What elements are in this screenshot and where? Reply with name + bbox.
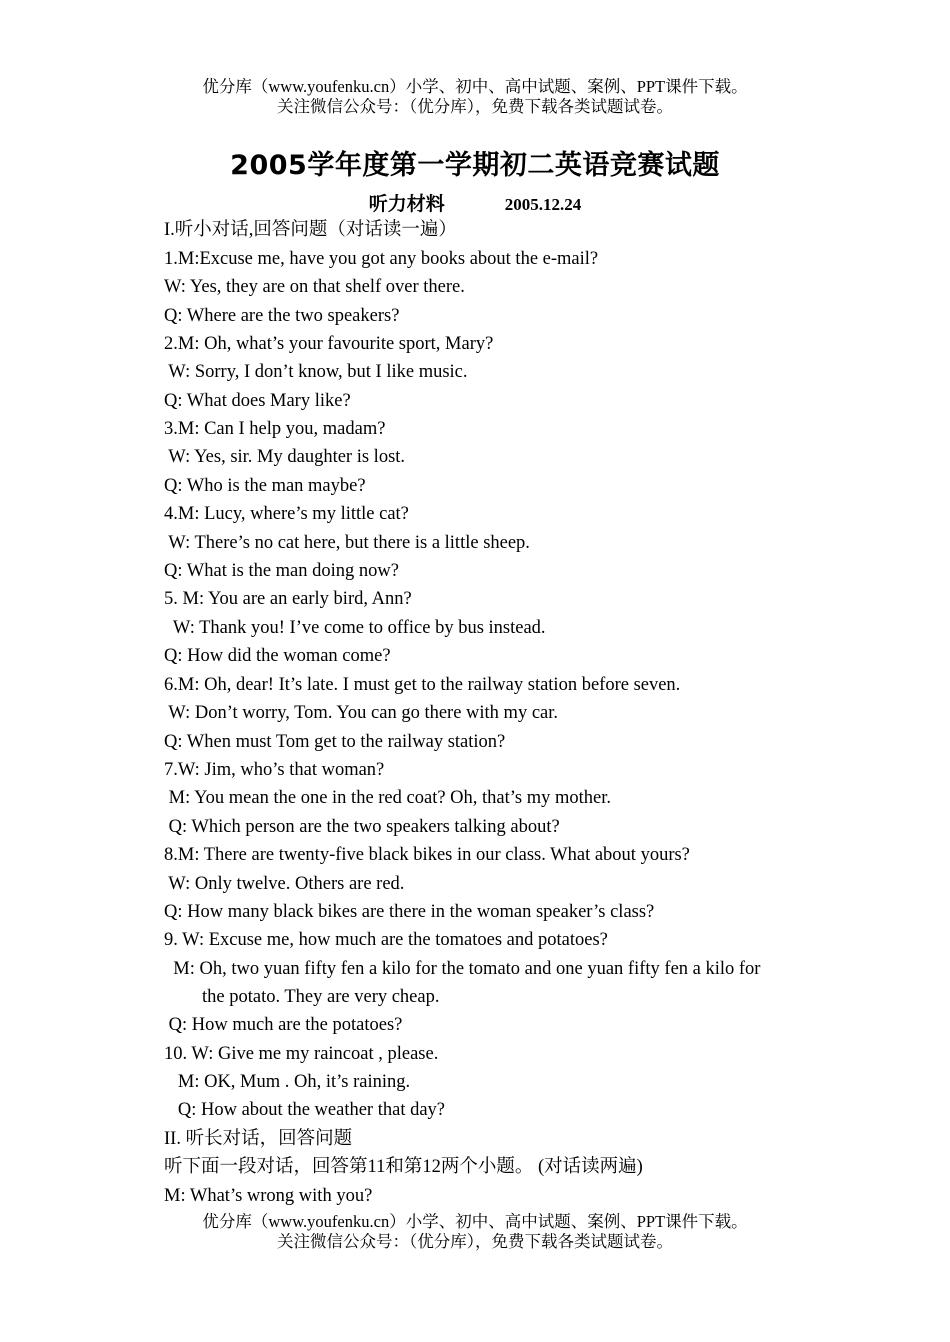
text-line: W: Don’t worry, Tom. You can go there with my car.: [164, 703, 559, 723]
text-line: Q: How much are the potatoes?: [164, 1015, 403, 1035]
text-line: Q: When must Tom get to the railway station?: [164, 732, 506, 752]
text-line: M: Oh, two yuan fifty fen a kilo for the tomato and one yuan fifty fen a kilo for: [164, 959, 761, 979]
text-line: W: Yes, they are on that shelf over there.: [164, 277, 465, 297]
text-line: 9. W: Excuse me, how much are the tomatoes and potatoes?: [164, 930, 608, 950]
text-line: Q: Which person are the two speakers talking about?: [164, 817, 560, 837]
text-line: 3.M: Can I help you, madam?: [164, 419, 386, 439]
page-title: 2005学年度第一学期初二英语竞赛试题: [230, 150, 720, 181]
header-line-1: 优分库（www.youfenku.cn）小学、初中、高中试题、案例、PPT课件下载。: [202, 77, 748, 96]
subtitle: [0, 189, 950, 216]
subtitle-label: 听力材料: [368, 194, 445, 215]
text-line: Q: Where are the two speakers?: [164, 306, 400, 326]
section-heading: I.听小对话,回答问题（对话读一遍）: [164, 220, 457, 240]
header-line-2: 关注微信公众号：（优分库），免费下载各类试题试卷。: [277, 97, 673, 116]
footer-line-2: 关注微信公众号：（优分库），免费下载各类试题试卷。: [277, 1232, 673, 1251]
text-line: 7.W: Jim, who’s that woman?: [164, 760, 385, 780]
text-line: 2.M: Oh, what’s your favourite sport, Mary?: [164, 334, 494, 354]
text-line: W: Thank you! I’ve come to office by bus instead.: [164, 618, 546, 638]
text-line: the potato. They are very cheap.: [202, 987, 440, 1007]
text-line: Q: What is the man doing now?: [164, 561, 399, 581]
text-line: Q: How did the woman come?: [164, 646, 391, 666]
text-line: W: Only twelve. Others are red.: [164, 874, 405, 894]
text-line: 5. M: You are an early bird, Ann?: [164, 589, 412, 609]
section-heading: II. 听长对话，回答问题: [164, 1129, 353, 1149]
text-line: 6.M: Oh, dear! It’s late. I must get to the railway station before seven.: [164, 675, 681, 695]
text-line: Q: Who is the man maybe?: [164, 476, 366, 496]
text-line: 1.M:Excuse me, have you got any books about the e-mail?: [164, 249, 599, 269]
text-line: M: What’s wrong with you?: [164, 1186, 373, 1206]
footer-line-1: 优分库（www.youfenku.cn）小学、初中、高中试题、案例、PPT课件下载。: [202, 1212, 748, 1231]
text-line: W: Yes, sir. My daughter is lost.: [164, 447, 406, 467]
subtitle-date: 2005.12.24: [504, 195, 582, 214]
text-line: 听下面一段对话，回答第11和第12两个小题。 (对话读两遍): [164, 1157, 643, 1177]
text-line: M: You mean the one in the red coat? Oh, that’s my mother.: [164, 788, 612, 808]
text-line: 8.M: There are twenty-five black bikes in our class. What about yours?: [164, 845, 690, 865]
text-line: 10. W: Give me my raincoat , please.: [164, 1044, 439, 1064]
text-line: 4.M: Lucy, where’s my little cat?: [164, 504, 409, 524]
text-line: Q: How about the weather that day?: [164, 1100, 446, 1120]
text-line: W: There’s no cat here, but there is a little sheep.: [164, 533, 530, 553]
text-line: W: Sorry, I don’t know, but I like music.: [164, 362, 468, 382]
text-line: M: OK, Mum . Oh, it’s raining.: [164, 1072, 411, 1092]
text-line: Q: What does Mary like?: [164, 391, 351, 411]
text-line: Q: How many black bikes are there in the woman speaker’s class?: [164, 902, 655, 922]
